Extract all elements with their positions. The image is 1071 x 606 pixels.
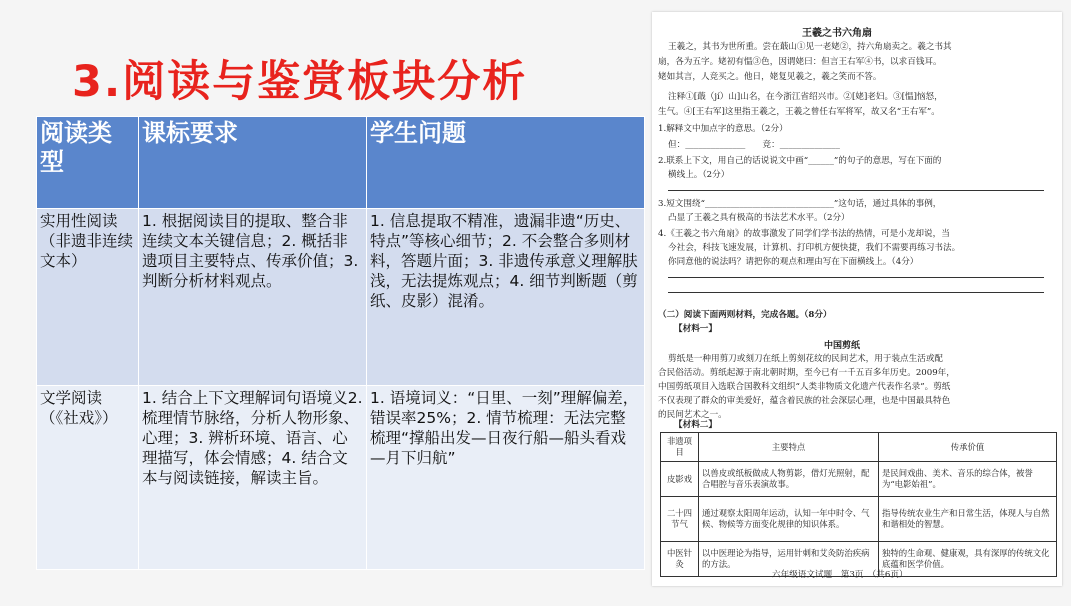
question-line: 你同意他的说法吗？请把你的观点和理由写在下面横线上。（4分）	[668, 257, 919, 267]
paper-title: 王羲之书六角扇	[802, 28, 872, 39]
cell-reading-type: 实用性阅读（非遗非连续文本）	[37, 209, 139, 385]
cell-requirement: 1. 结合上下文理解词句语境义2. 梳理情节脉络，分析人物形象、心理；3. 辨析环境、语言、心理描写，体会情感；4. 结合文本与阅读链接，解读主旨。	[139, 385, 367, 569]
heritage-header-row	[661, 433, 1057, 462]
heritage-feature: 通过观察太阳周年运动，认知一年中时令、气候、物候等方面变化规律的知识体系。	[699, 497, 879, 542]
slide-title: 3.阅读与鉴赏板块分析	[72, 57, 528, 107]
heritage-header: 非遗项目	[661, 433, 699, 462]
table-row	[37, 209, 645, 385]
heritage-value: 指导传统农业生产和日常生活，体现人与自然和谐相处的智慧。	[879, 497, 1057, 542]
table-header-row	[37, 117, 645, 209]
heritage-header: 传承价值	[879, 433, 1057, 462]
answer-line	[668, 277, 1044, 278]
material-label: 【材料一】	[674, 324, 717, 334]
question-line: 凸显了王羲之具有极高的书法艺术水平。（2分）	[668, 213, 850, 223]
cell-problem: 1. 信息提取不精准，遗漏非遗“历史、特点”等核心细节；2. 不会整合多则材料，答题片面；3. 非遗传承意义理解肤浅，无法提炼观点；4. 细节判断题（剪纸、皮影）混淆。	[367, 209, 645, 385]
material-line: 中国剪纸项目入选联合国教科文组织“人类非物质文化遗产代表作名录”。剪纸	[658, 382, 951, 392]
question-line: 3.短文围绕“______________________________”这句话，通过具体的事例，	[658, 199, 942, 209]
heritage-table	[660, 432, 1057, 577]
answer-line	[668, 292, 1044, 293]
exam-paper-image	[652, 12, 1062, 586]
cell-reading-type: 文学阅读（《社戏》）	[37, 385, 139, 569]
question-line: 横线上。（2分）	[668, 170, 730, 180]
header-curriculum-requirement: 课标要求	[139, 117, 367, 209]
heritage-row	[661, 462, 1057, 497]
passage-line: 姥如其言，人竞买之。他日，姥复见羲之，羲之笑而不答。	[658, 72, 882, 82]
table-row	[37, 385, 645, 569]
heritage-header: 主要特点	[699, 433, 879, 462]
material-line: 剪纸是一种用剪刀或刻刀在纸上剪刻花纹的民间艺术，用于装点生活或配	[668, 354, 944, 364]
header-student-problems: 学生问题	[367, 117, 645, 209]
section-heading: （二）阅读下面两则材料，完成各题。（8分）	[658, 310, 832, 320]
material-title: 中国剪纸	[824, 341, 861, 351]
note-line: 生气。④[王右军]这里指王羲之，王羲之曾任右军将军，故又名“王右军”。	[658, 107, 940, 117]
heritage-value: 是民间戏曲、美术、音乐的综合体，被誉为“电影始祖”。	[879, 462, 1057, 497]
heritage-item: 二十四节气	[661, 497, 699, 542]
cell-problem: 1. 语境词义：“日里、一刻”理解偏差，错误率25%；2. 情节梳理：无法完整梳理“撑船出发—日夜行船—船头看戏—月下归航”	[367, 385, 645, 569]
page-footer: 六年级语文试题 第3页 （共6页）	[772, 570, 908, 580]
cell-requirement: 1. 根据阅读目的提取、整合非连续文本关键信息；2. 概括非遗项目主要特点、传承价值；3. 判断分析材料观点。	[139, 209, 367, 385]
heritage-feature: 以兽皮或纸板做成人物剪影，借灯光照射，配合唱腔与音乐表演故事。	[699, 462, 879, 497]
question-line: 但：______________ 竞：______________	[668, 140, 840, 150]
question-line: 4.《王羲之书六角扇》的故事激发了同学们学书法的热情，可是小龙却说，当	[658, 229, 950, 239]
answer-line	[668, 190, 1044, 191]
question-line: 2.联系上下文，用自己的话说说文中画“______”的句子的意思，写在下面的	[658, 156, 942, 166]
heritage-item: 中医针灸	[661, 542, 699, 577]
material-label: 【材料二】	[674, 420, 717, 430]
heritage-row	[661, 497, 1057, 542]
question-line: 1.解释文中加点字的意思。（2分）	[658, 124, 788, 134]
question-line: 今社会，科技飞速发展，计算机、打印机方便快捷，我们不需要再练习书法。	[668, 243, 961, 253]
heritage-item: 皮影戏	[661, 462, 699, 497]
material-line: 不仅表现了群众的审美爱好，蕴含着民族的社会深层心理，也是中国最具特色	[658, 396, 951, 406]
note-line: 注释①[蕺（jí）山]山名，在今浙江省绍兴市。②[姥]老妇。③[愠]恼怒，	[668, 92, 943, 102]
heritage-feature: 以中医理论为指导，运用针刺和艾灸防治疾病的方法。	[699, 542, 879, 577]
material-line: 合民俗活动。剪纸起源于南北朝时期，至今已有一千五百多年历史。2009年，	[658, 368, 955, 378]
passage-line: 扇，各为五字。姥初有愠③色，因谓姥曰：但言王右军④书，以求百钱耳。	[658, 57, 942, 67]
passage-line: 王羲之，其书为世所重。尝在蕺山①见一老姥②，持六角扇卖之。羲之书其	[668, 42, 952, 52]
analysis-table	[36, 116, 645, 570]
material-line: 的民间艺术之一。	[658, 410, 727, 420]
header-reading-type: 阅读类型	[37, 117, 139, 209]
heritage-value: 独特的生命观、健康观，具有深厚的传统文化底蕴和医学价值。	[879, 542, 1057, 577]
